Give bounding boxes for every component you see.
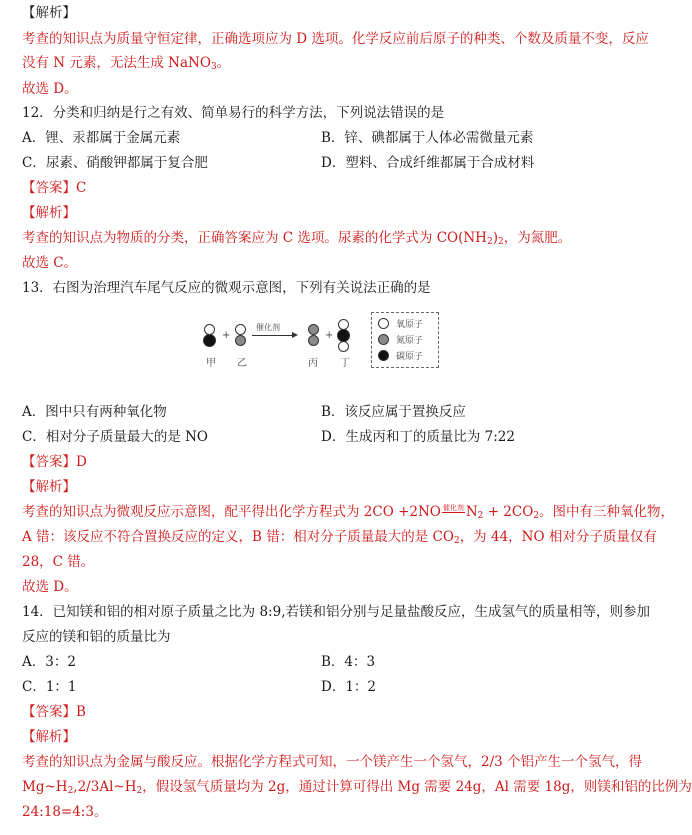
carbon-atom	[378, 350, 389, 361]
legend-carbon: 碳原子	[396, 352, 424, 362]
analysis-text: 考查的知识点为物质的分类，正确答案应为 C 选项。尿素的化学式为 $CO(NH_2)_2$，为氮肥。	[22, 230, 572, 247]
analysis-text: 24:18=4:3。	[22, 804, 108, 820]
conclusion-text: 故选 C。	[22, 255, 78, 271]
label-yi: 乙	[237, 358, 247, 369]
option-c: C．1：1	[22, 679, 77, 695]
option-b: B．该反应属于置换反应	[321, 404, 466, 420]
oxygen-atom	[235, 324, 246, 335]
label-bing: 丙	[308, 358, 318, 369]
analysis-heading: 【解析】	[22, 729, 76, 745]
question-12: 12．分类和归纳是行之有效、简单易行的科学方法，下列说法错误的是	[22, 105, 445, 121]
option-d: D．生成丙和丁的质量比为 7:22	[321, 429, 515, 445]
option-d: D．塑料、合成纤维都属于合成材料	[321, 155, 535, 171]
option-d: D．1：2	[321, 679, 377, 695]
question-14-cont: 反应的镁和铝的质量比为	[22, 629, 171, 645]
question-14: 14．已知镁和铝的相对原子质量之比为 8:9,若镁和铝分别与足量盐酸反应，生成氢气的质量相等，则参加	[22, 604, 650, 620]
option-c: C．相对分子质量最大的是 NO	[22, 429, 209, 445]
plus-sign: +	[222, 330, 231, 341]
analysis-heading: 【解析】	[22, 5, 76, 21]
answer-label: 【答案】B	[22, 704, 86, 720]
analysis-heading: 【解析】	[22, 479, 76, 495]
answer-label: 【答案】C	[22, 180, 87, 196]
analysis-text: 28，C 错。	[22, 554, 95, 570]
option-c: C．尿素、硝酸钾都属于复合肥	[22, 155, 208, 171]
reaction-diagram	[196, 306, 444, 382]
option-b: B．锌、碘都属于人体必需微量元素	[321, 130, 534, 146]
question-13: 13．右图为治理汽车尾气反应的微观示意图，下列有关说法正确的是	[22, 280, 431, 296]
nitrogen-atom	[378, 334, 389, 345]
oxygen-atom	[378, 318, 389, 329]
catalyst-label: 催化剂	[256, 323, 280, 332]
conclusion-text: 故选 D。	[22, 81, 78, 97]
legend-nitrogen: 氮原子	[396, 336, 424, 346]
nitrogen-atom	[308, 335, 319, 346]
oxygen-atom	[338, 341, 349, 352]
option-a: A．锂、汞都属于金属元素	[22, 130, 181, 146]
plus-sign: +	[325, 330, 334, 341]
conclusion-text: 故选 D。	[22, 579, 78, 595]
option-b: B．4：3	[321, 654, 376, 670]
answer-label: 【答案】D	[22, 454, 87, 470]
label-jia: 甲	[206, 358, 216, 369]
analysis-text: $Mg\sim H_2,2/3Al\sim H_2$，假设氢气质量均为 2g，通过计算可得出 Mg 需要 24g，Al 需要 18g，则镁和铝的比例为	[22, 779, 692, 796]
analysis-text: A 错：该反应不符合置换反应的定义，B 错：相对分子质量最大的是 $CO_2$，为 44，NO 相对分子质量仅有	[22, 529, 657, 546]
analysis-text: 没有 N 元素，无法生成 NaNO$_3$。	[22, 55, 231, 72]
analysis-text: 考查的知识点为微观反应示意图，配平得出化学方程式为 2CO +2NO 催化剂 $N_2 + 2CO_2$。图中有三种氧化物，	[22, 504, 675, 521]
analysis-heading: 【解析】	[22, 205, 76, 221]
reaction-arrow	[252, 335, 296, 336]
analysis-text: 考查的知识点为金属与酸反应。根据化学方程式可知，一个镁产生一个氢气，2/3 个铝产生一个氢气，得	[22, 754, 643, 770]
arrow-head-icon	[292, 332, 298, 338]
nitrogen-atom	[308, 324, 319, 335]
nitrogen-atom	[235, 335, 246, 346]
atom-legend	[371, 312, 439, 368]
carbon-atom	[203, 334, 216, 347]
legend-oxygen: 氧原子	[396, 320, 424, 330]
option-a: A．3：2	[22, 654, 76, 670]
analysis-text: 考查的知识点为质量守恒定律，正确选项应为 D 选项。化学反应前后原子的种类、个数及质量不变，反应	[22, 31, 649, 47]
option-a: A．图中只有两种氧化物	[22, 404, 167, 420]
label-ding: 丁	[340, 358, 350, 369]
